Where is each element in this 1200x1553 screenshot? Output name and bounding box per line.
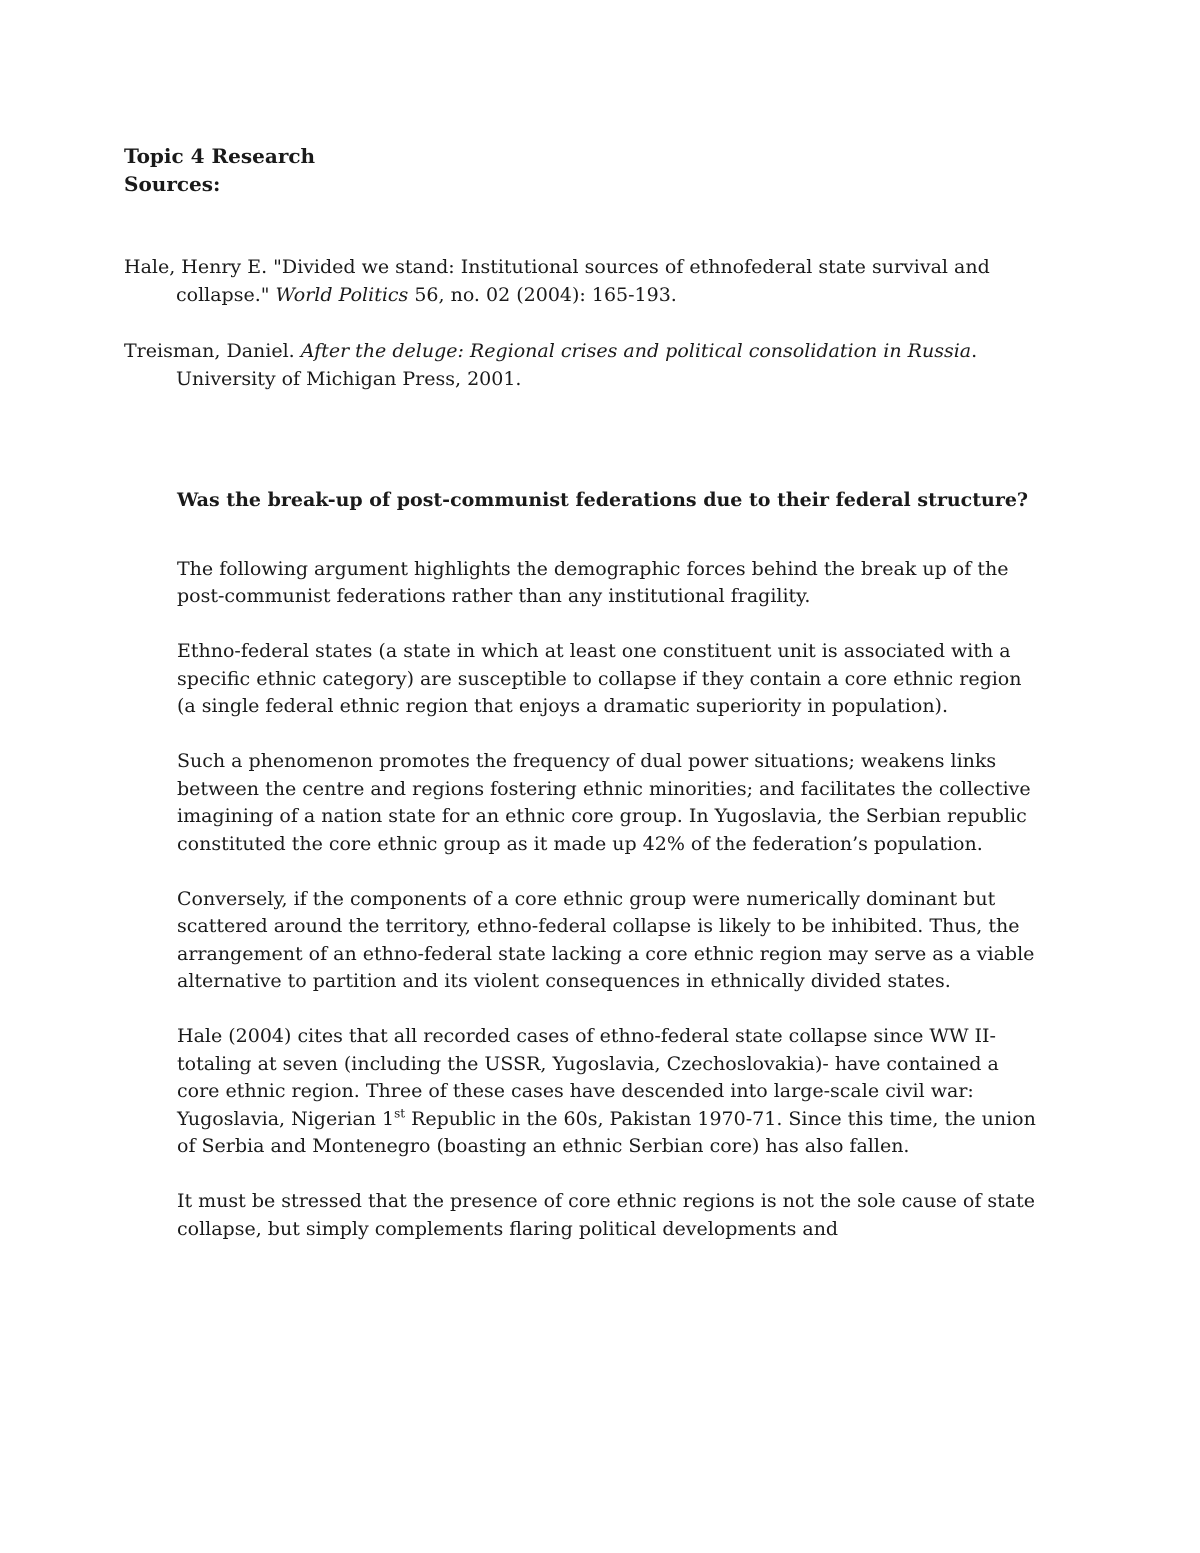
essay-question: Was the break-up of post-communist federations due to their federal structure? (177, 489, 1029, 511)
reference-item: Treisman, Daniel. After the deluge: Regional crises and political consolidation in Russia. University of Michigan Press, 2001. (124, 340, 978, 390)
paragraph: It must be stressed that the presence of core ethnic regions is not the sole cause of state collapse, but simply complements flaring political developments and (177, 1190, 1036, 1240)
ordinal-suffix: st (394, 1106, 406, 1121)
paragraph: Such a phenomenon promotes the frequency of dual power situations; weakens links between the centre and regions fostering ethnic minorities; and facilitates the collective imagining of a nation state for an ethnic core group. In Yugoslavia, the Serbian republic constituted the core ethnic group as it made up 42% of the federation’s population. (177, 750, 1031, 855)
essay-body (177, 487, 1037, 1271)
reference-list (124, 253, 1044, 421)
reference-journal-title: World Politics (275, 284, 409, 306)
document-heading (124, 142, 315, 198)
sources-label: Sources: (124, 172, 221, 196)
paragraph: The following argument highlights the demographic forces behind the break up of the post-communist federations rather than any institutional fragility. (177, 557, 1009, 607)
page-title: Topic 4 Research (124, 144, 316, 168)
paragraph: Ethno-federal states (a state in which at least one constituent unit is associated with a specific ethnic category) are susceptible to collapse if they contain a core ethnic region (a single federal ethnic region that enjoys a dramatic superiority in population). (177, 640, 1022, 717)
paragraph: Hale (2004) cites that all recorded cases of ethno-federal state collapse since WW II- totaling at seven (including the USSR, Yugoslavia, Czechoslovakia)- have contained a core ethnic region. Three of these cases have descended into large-scale civil war: Yugoslavia, Nigerian 1st Republic in the 60s, Pakistan 1970-71. Since this time, the union of Serbia and Montenegro (boasting an ethnic Serbian core) has also fallen. (177, 1025, 1036, 1157)
paragraph: Conversely, if the components of a core ethnic group were numerically dominant but scattered around the territory, ethno-federal collapse is likely to be inhibited. Thus, the arrangement of an ethno-federal state lacking a core ethnic region may serve as a viable alternative to partition and its violent consequences in ethnically divided states. (177, 887, 1035, 992)
reference-item: Hale, Henry E. "Divided we stand: Institutional sources of ethnofederal state survival and collapse." World Politics 56, no. 02 (2004): 165-193. (124, 256, 990, 306)
reference-book-title: After the deluge: Regional crises and political consolidation in Russia (300, 340, 972, 362)
